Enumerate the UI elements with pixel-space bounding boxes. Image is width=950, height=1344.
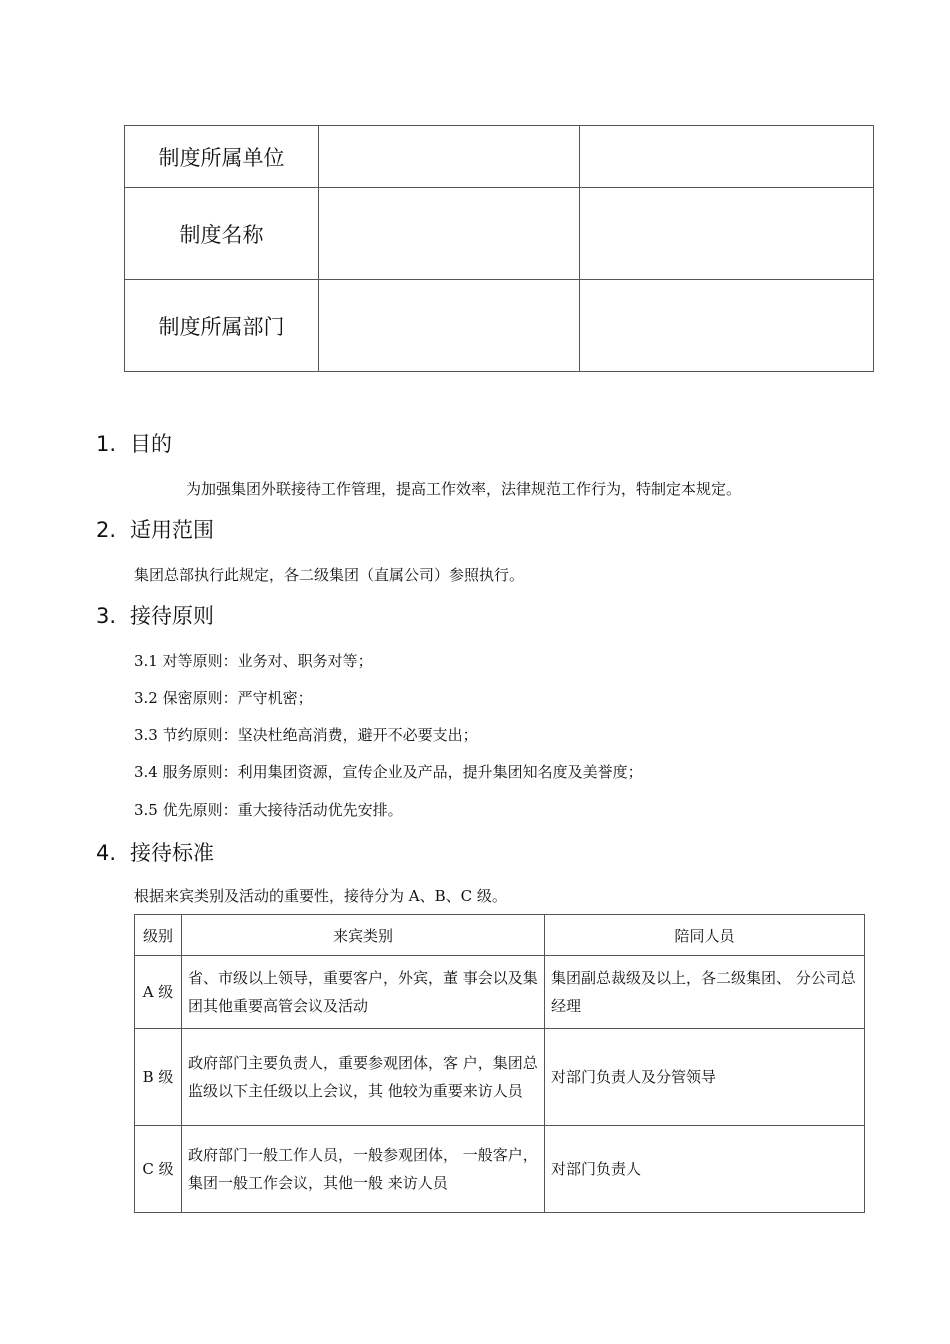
table-row xyxy=(125,188,874,280)
row-label: 制度所属部门 xyxy=(125,280,319,372)
escort-cell: 对部门负责人 xyxy=(545,1126,865,1213)
paragraph: 根据来宾类别及活动的重要性，接待分为 A、B、C 级。 xyxy=(134,887,507,905)
table-row xyxy=(125,126,874,188)
section-number: 4. xyxy=(96,841,117,865)
table-row xyxy=(135,1029,865,1126)
list-item: 3.3 节约原则：坚决杜绝高消费，避开不必要支出； xyxy=(134,726,478,744)
table-row xyxy=(125,280,874,372)
value-cell xyxy=(580,126,874,188)
section-title: 接待标准 xyxy=(130,841,214,865)
list-item: 3.2 保密原则：严守机密； xyxy=(134,689,313,707)
column-header: 来宾类别 xyxy=(182,915,545,956)
table-row xyxy=(135,956,865,1029)
guest-cell: 省、市级以上领导，重要客户，外宾，董 事会以及集团其他重要高管会议及活动 xyxy=(182,956,545,1029)
section-heading xyxy=(96,514,214,544)
section-title: 适用范围 xyxy=(130,518,214,542)
section-title: 接待原则 xyxy=(130,604,214,628)
paragraph: 为加强集团外联接待工作管理，提高工作效率，法律规范工作行为，特制定本规定。 xyxy=(186,480,742,498)
list-item: 3.5 优先原则：重大接待活动优先安排。 xyxy=(134,801,403,819)
guest-cell: 政府部门主要负责人，重要参观团体，客 户，集团总监级以下主任级以上会议，其 他较为重要来访人员 xyxy=(182,1029,545,1126)
table-header-row xyxy=(135,915,865,956)
guest-cell: 政府部门一般工作人员，一般参观团体， 一般客户，集团一般工作会议，其他一般 来访人员 xyxy=(182,1126,545,1213)
section-heading xyxy=(96,428,172,458)
value-cell xyxy=(319,188,580,280)
list-item: 3.4 服务原则：利用集团资源，宣传企业及产品，提升集团知名度及美誉度； xyxy=(134,763,643,781)
level-cell: C 级 xyxy=(135,1126,182,1213)
value-cell xyxy=(580,280,874,372)
value-cell xyxy=(319,126,580,188)
column-header: 陪同人员 xyxy=(545,915,865,956)
level-cell: A 级 xyxy=(135,956,182,1029)
section-number: 1. xyxy=(96,432,117,456)
section-heading xyxy=(96,600,214,630)
row-label: 制度所属单位 xyxy=(125,126,319,188)
section-title: 目的 xyxy=(130,432,172,456)
escort-cell: 集团副总裁级及以上，各二级集团、 分公司总经理 xyxy=(545,956,865,1029)
section-number: 3. xyxy=(96,604,117,628)
list-item: 3.1 对等原则：业务对、职务对等； xyxy=(134,652,373,670)
escort-cell: 对部门负责人及分管领导 xyxy=(545,1029,865,1126)
row-label: 制度名称 xyxy=(125,188,319,280)
section-heading xyxy=(96,837,214,867)
reception-standard-table xyxy=(134,914,865,1213)
table-row xyxy=(135,1126,865,1213)
value-cell xyxy=(580,188,874,280)
column-header: 级别 xyxy=(135,915,182,956)
level-cell: B 级 xyxy=(135,1029,182,1126)
paragraph: 集团总部执行此规定，各二级集团（直属公司）参照执行。 xyxy=(134,566,525,584)
section-number: 2. xyxy=(96,518,117,542)
header-info-table xyxy=(124,125,874,372)
value-cell xyxy=(319,280,580,372)
